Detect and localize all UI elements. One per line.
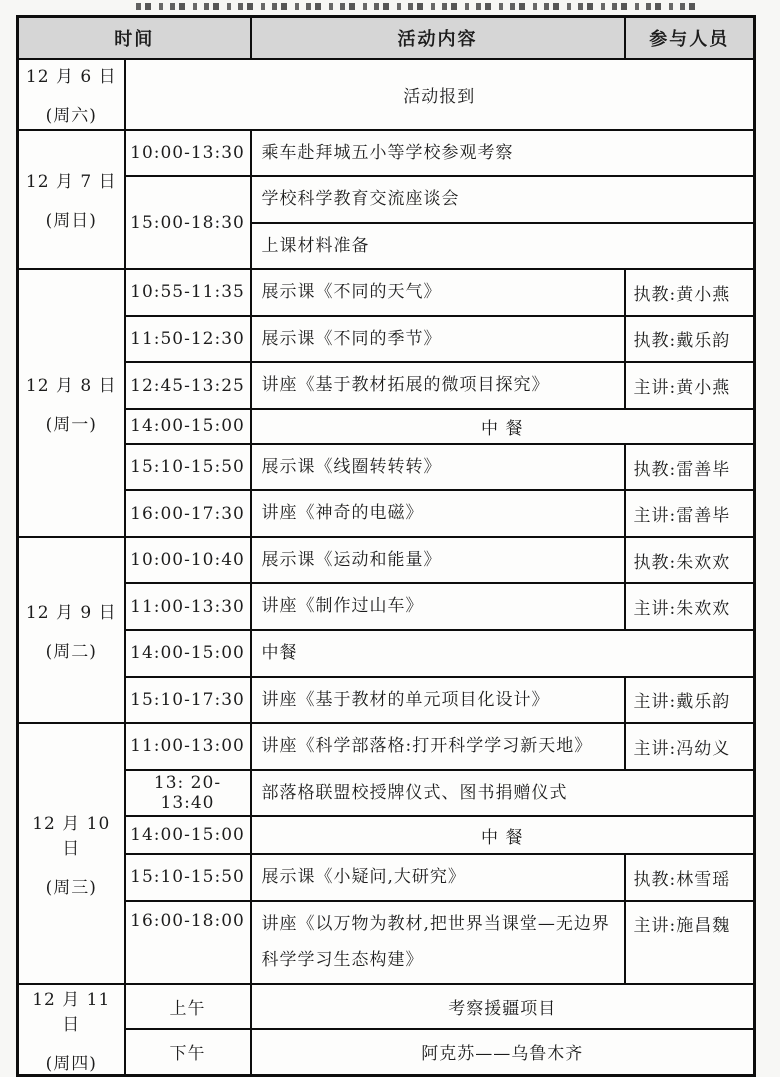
time-cell: 10:00-13:30	[125, 130, 251, 177]
activity-cell: 上课材料准备	[251, 223, 755, 270]
participant-cell: 执教:林雪瑶	[625, 854, 755, 901]
time-cell: 上午	[125, 984, 251, 1029]
time-cell: 15:10-15:50	[125, 854, 251, 901]
table-row	[18, 409, 755, 444]
time-cell: 14:00-15:00	[125, 630, 251, 677]
participant-cell: 主讲:戴乐韵	[625, 677, 755, 724]
header-time: 时间	[18, 17, 251, 59]
participant-cell: 主讲:雷善毕	[625, 490, 755, 537]
activity-cell: 展示课《不同的天气》	[251, 269, 625, 316]
activity-cell: 讲座《神奇的电磁》	[251, 490, 625, 537]
header-row	[18, 17, 755, 59]
date-cell-dec6	[18, 59, 125, 130]
time-cell: 11:50-12:30	[125, 316, 251, 363]
activity-cell: 展示课《线圈转转转》	[251, 444, 625, 491]
participant-cell: 执教:黄小燕	[625, 269, 755, 316]
table-row	[18, 130, 755, 177]
activity-cell: 展示课《不同的季节》	[251, 316, 625, 363]
table-row	[18, 583, 755, 630]
time-cell: 14:00-15:00	[125, 409, 251, 444]
time-cell: 16:00-18:00	[125, 901, 251, 984]
weekday-text: (周一)	[45, 415, 97, 435]
time-cell: 15:00-18:30	[125, 176, 251, 269]
table-row	[18, 362, 755, 409]
table-row	[18, 316, 755, 363]
activity-cell: 中 餐	[251, 409, 755, 444]
time-cell: 10:00-10:40	[125, 537, 251, 584]
date-cell-dec10	[18, 723, 125, 984]
table-row	[18, 630, 755, 677]
activity-cell: 讲座《以万物为教材,把世界当课堂—无边界科学学习生态构建》	[251, 901, 625, 984]
participant-cell: 主讲:朱欢欢	[625, 583, 755, 630]
activity-cell: 阿克苏——乌鲁木齐	[251, 1029, 755, 1075]
date-cell-dec9	[18, 537, 125, 723]
time-cell: 12:45-13:25	[125, 362, 251, 409]
date-text: 12 月 8 日	[25, 376, 117, 396]
table-row	[18, 723, 755, 770]
date-text: 12 月 11 日	[32, 989, 111, 1035]
participant-cell: 主讲:黄小燕	[625, 362, 755, 409]
date-text: 12 月 7 日	[25, 172, 117, 193]
activity-cell: 展示课《小疑问,大研究》	[251, 854, 625, 901]
cropped-page-title	[136, 3, 702, 10]
table-row	[18, 770, 755, 817]
date-cell-dec7	[18, 130, 125, 270]
table-row	[18, 901, 755, 984]
activity-cell: 中 餐	[251, 816, 755, 854]
participant-cell: 执教:戴乐韵	[625, 316, 755, 363]
participant-cell: 执教:朱欢欢	[625, 537, 755, 584]
weekday-text: (周四)	[45, 1053, 97, 1074]
activity-cell: 讲座《基于教材拓展的微项目探究》	[251, 362, 625, 409]
activity-cell: 部落格联盟校授牌仪式、图书捐赠仪式	[251, 770, 755, 817]
activity-cell: 乘车赴拜城五小等学校参观考察	[251, 130, 755, 177]
activity-cell: 展示课《运动和能量》	[251, 537, 625, 584]
weekday-text: (周六)	[45, 106, 97, 126]
table-row	[18, 444, 755, 491]
table-row	[18, 1029, 755, 1075]
table-row	[18, 537, 755, 584]
header-content: 活动内容	[251, 17, 625, 59]
time-cell: 16:00-17:30	[125, 490, 251, 537]
weekday-text: (周日)	[45, 211, 97, 232]
time-cell: 15:10-17:30	[125, 677, 251, 724]
time-cell: 11:00-13:00	[125, 723, 251, 770]
date-text: 12 月 10 日	[32, 813, 111, 859]
activity-cell: 活动报到	[125, 59, 755, 130]
participant-cell: 执教:雷善毕	[625, 444, 755, 491]
weekday-text: (周三)	[45, 877, 97, 898]
table-row	[18, 854, 755, 901]
weekday-text: (周二)	[45, 641, 97, 662]
time-cell: 10:55-11:35	[125, 269, 251, 316]
date-cell-dec11	[18, 984, 125, 1076]
participant-cell: 主讲:施昌魏	[625, 901, 755, 984]
time-cell: 13: 20-13:40	[125, 770, 251, 817]
table-row	[18, 59, 755, 130]
table-row	[18, 176, 755, 223]
activity-cell: 考察援疆项目	[251, 984, 755, 1029]
table-row	[18, 490, 755, 537]
date-text: 12 月 6 日	[25, 67, 117, 87]
time-cell: 15:10-15:50	[125, 444, 251, 491]
table-row	[18, 984, 755, 1029]
table-row	[18, 677, 755, 724]
activity-cell: 学校科学教育交流座谈会	[251, 176, 755, 223]
time-cell: 11:00-13:30	[125, 583, 251, 630]
table-row	[18, 816, 755, 854]
header-participants: 参与人员	[625, 17, 755, 59]
time-cell: 14:00-15:00	[125, 816, 251, 854]
activity-cell: 讲座《基于教材的单元项目化设计》	[251, 677, 625, 724]
activity-cell: 讲座《科学部落格:打开科学学习新天地》	[251, 723, 625, 770]
schedule-table	[16, 15, 756, 1077]
date-cell-dec8	[18, 269, 125, 537]
table-row	[18, 269, 755, 316]
activity-cell: 讲座《制作过山车》	[251, 583, 625, 630]
activity-cell: 中餐	[251, 630, 755, 677]
participant-cell: 主讲:冯幼义	[625, 723, 755, 770]
date-text: 12 月 9 日	[25, 602, 117, 623]
time-cell: 下午	[125, 1029, 251, 1075]
